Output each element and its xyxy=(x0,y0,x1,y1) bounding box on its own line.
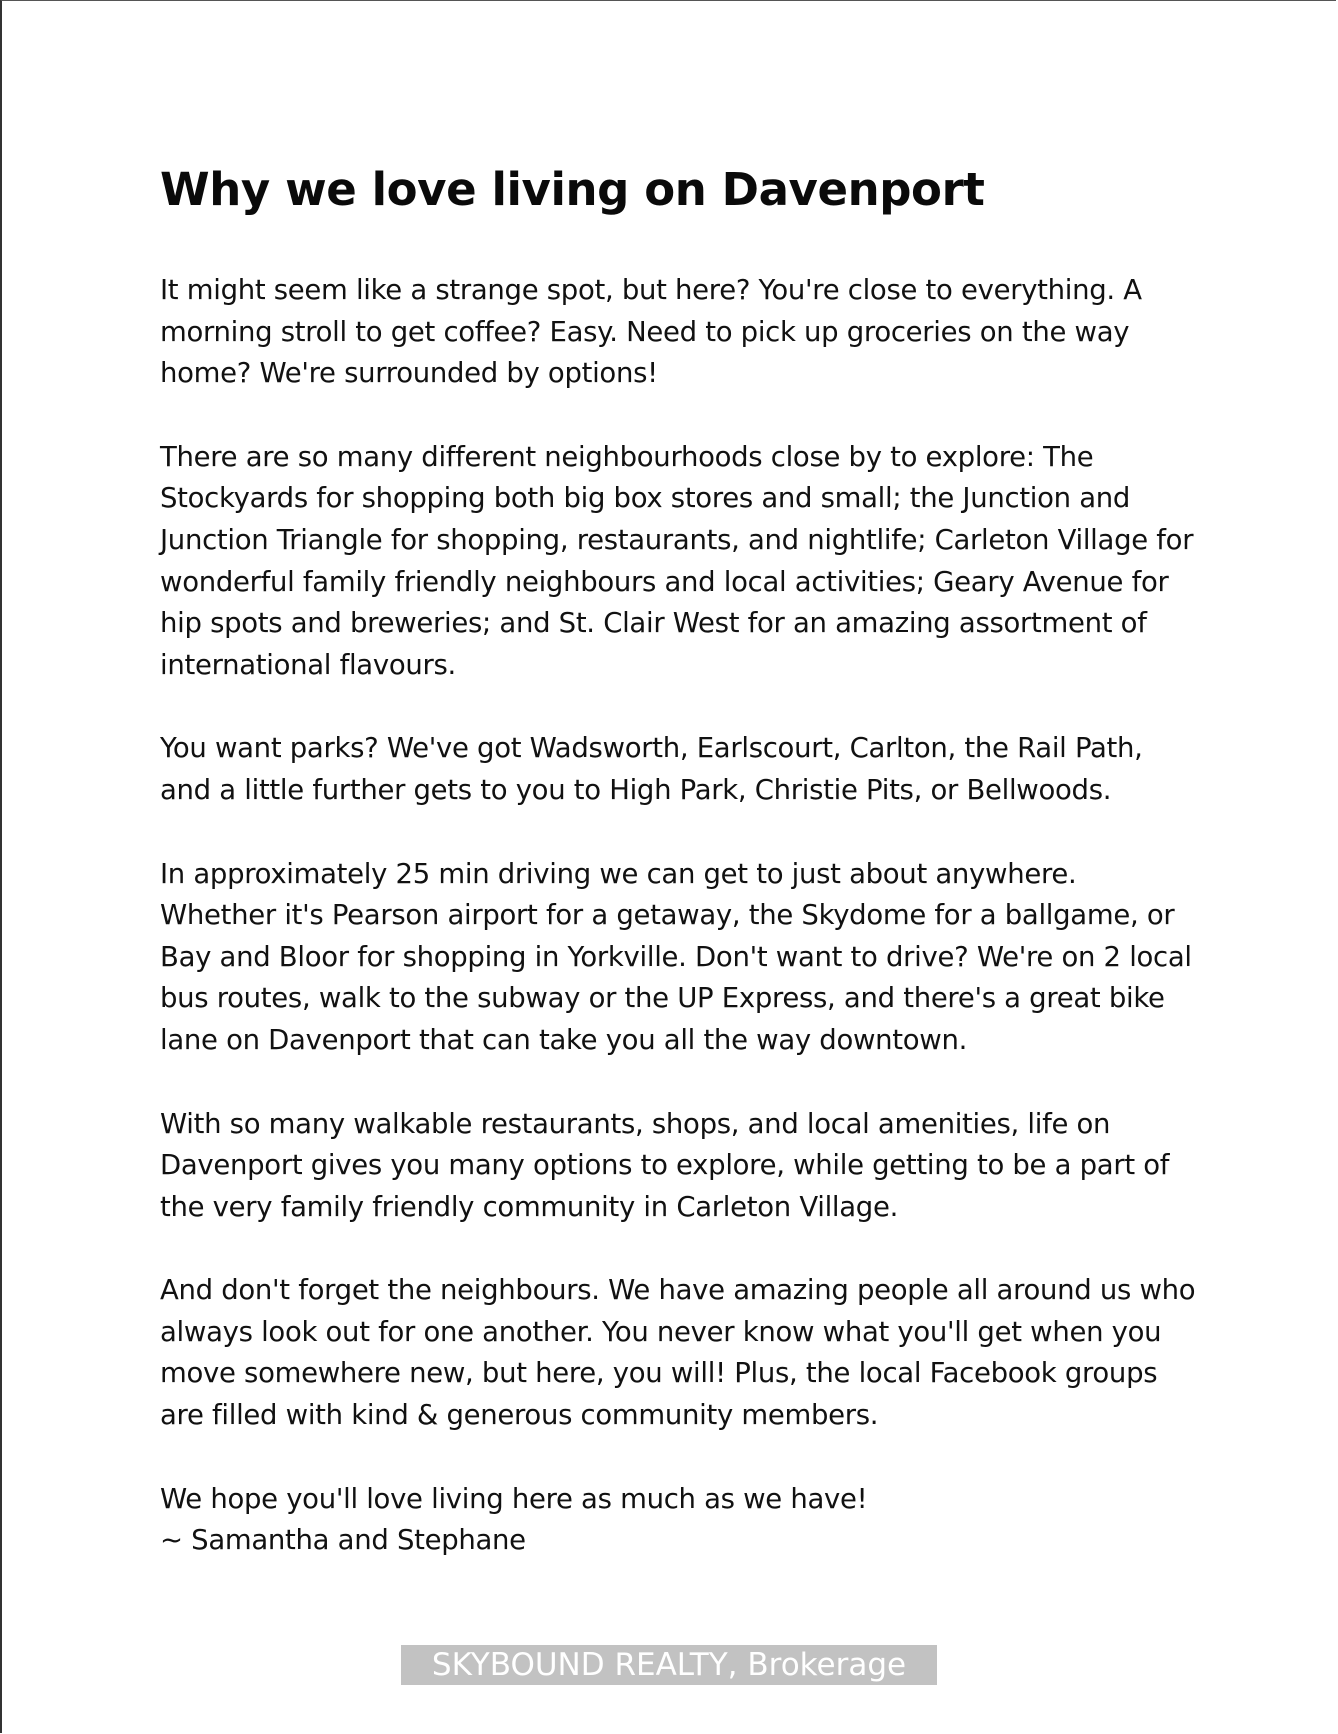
brokerage-watermark: SKYBOUND REALTY, Brokerage xyxy=(401,1645,937,1685)
signature: ~ Samantha and Stephane xyxy=(160,1524,526,1557)
paragraph-location: It might seem like a strange spot, but here? You're close to everything. A morning stroll to get coffee? Easy. Need to pick up groceries on the way home? We're surrounded by options! xyxy=(160,274,1142,390)
paragraph-neighbours: And don't forget the neighbours. We have amazing people all around us who always look out for one another. You never know what you'll get when you move somewhere new, but here, you will! Plus, the local Facebook groups are filled with kind & generous community members. xyxy=(160,1274,1196,1432)
closing-line: We hope you'll love living here as much as we have! xyxy=(160,1482,868,1515)
closing-block xyxy=(160,1479,1200,1562)
paragraph-neighbourhoods: There are so many different neighbourhoods close by to explore: The Stockyards for shopping both big box stores and small; the Junction and Junction Triangle for shopping, restaurants, and nightlife; Carleton Village for wonderful family friendly neighbours and local activities; Geary Avenue for hip spots and breweries; and St. Clair West for an amazing assortment of international flavours. xyxy=(160,440,1194,681)
paragraph-transportation: In approximately 25 min driving we can get to just about anywhere. Whether it's Pearson airport for a getaway, the Skydome for a ballgame, or Bay and Bloor for shopping in Yorkville. Don't want to drive? We're on 2 local bus routes, walk to the subway or the UP Express, and there's a great bike lane on Davenport that can take you all the way downtown. xyxy=(160,857,1192,1056)
paragraph-parks: You want parks? We've got Wadsworth, Earlscourt, Carlton, the Rail Path, and a little further gets to you to High Park, Christie Pits, or Bellwoods. xyxy=(160,732,1143,806)
paragraph-amenities: With so many walkable restaurants, shops, and local amenities, life on Davenport gives you many options to explore, while getting to be a part of the very family friendly community in Carleton Village. xyxy=(160,1107,1170,1223)
document-body xyxy=(160,160,1200,1562)
page-title: Why we love living on Davenport xyxy=(160,163,985,216)
